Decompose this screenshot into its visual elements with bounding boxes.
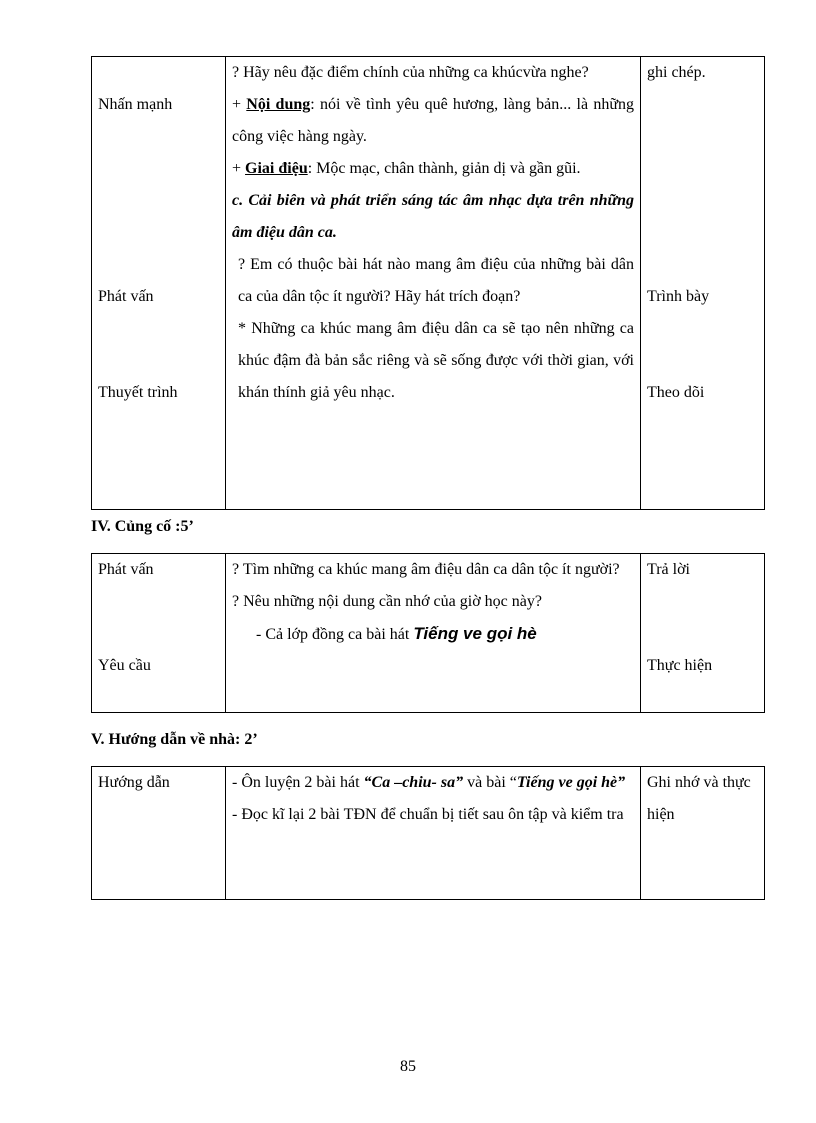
activity-trinh-bay: Trình bày (647, 288, 710, 305)
song-tieng-ve: Tiếng ve gọi hè” (516, 774, 626, 791)
method-phat-van: Phát vấn (98, 288, 154, 305)
content-column (226, 57, 641, 510)
review-songs-line (232, 767, 634, 799)
activity-column (641, 57, 765, 510)
content-column-3 (226, 767, 641, 900)
activity-ghi-nho: Ghi nhớ và thực hiện (647, 774, 751, 823)
question-sing: ? Em có thuộc bài hát nào mang âm điệu của những bài dân ca của dân tộc ít người? Hãy hát trích đoạn? (238, 256, 634, 305)
heading-huong-dan: V. Hướng dẫn về nhà: 2’ (91, 731, 258, 748)
method-column (92, 57, 226, 510)
noi-dung-label: Nội dung (246, 96, 311, 113)
activity-column-2 (641, 554, 765, 713)
task-prefix: - Cả lớp đồng ca bài hát (256, 626, 414, 643)
review-mid: và bài “ (463, 774, 517, 791)
giai-dieu-label: Giai điệu (245, 160, 308, 177)
content-column-2 (226, 554, 641, 713)
activity-ghi-chep: ghi chép. (647, 64, 706, 81)
method-yeu-cau: Yêu cầu (98, 657, 151, 674)
activity-theo-doi: Theo dõi (647, 384, 705, 401)
question-characteristics: ? Hãy nêu đặc điểm chính của những ca khúcvừa nghe? (232, 64, 589, 81)
noi-dung-text: : nói về tình yêu quê hương, làng bản... là những công việc hàng ngày. (232, 96, 634, 145)
activity-column-3 (641, 767, 765, 900)
content-point: + Nội dung: nói về tình yêu quê hương, làng bản... là những công việc hàng ngày. (232, 96, 634, 145)
activity-tra-loi: Trả lời (647, 561, 690, 578)
song-title: Tiếng ve gọi hè (413, 624, 537, 643)
song-ca-chiu-sa: “Ca –chiu- sa” (363, 774, 464, 791)
question-find-songs: ? Tìm những ca khúc mang âm điệu dân ca dân tộc ít người? (232, 561, 620, 578)
method-huong-dan: Hướng dẫn (98, 774, 170, 791)
activity-table-2 (91, 553, 765, 713)
method-phat-van-2: Phát vấn (98, 561, 154, 578)
activity-thuc-hien: Thực hiện (647, 657, 713, 674)
heading-cung-co: IV. Củng cố :5’ (91, 518, 194, 535)
method-thuyet-trinh: Thuyết trình (98, 384, 178, 401)
section-c-title: c. Cải biên và phát triển sáng tác âm nhạc dựa trên những âm điệu dân ca. (232, 192, 634, 241)
method-column-2 (92, 554, 226, 713)
method-column-3 (92, 767, 226, 900)
activity-table-1 (91, 56, 765, 510)
review-prefix: - Ôn luyện 2 bài hát (232, 774, 364, 791)
method-nhan-manh: Nhấn mạnh (98, 96, 173, 113)
melody-point: + Giai điệu: Mộc mạc, chân thành, giản dị và gần gũi. (232, 160, 581, 177)
activity-table-3 (91, 766, 765, 900)
read-tdn-line: - Đọc kĩ lại 2 bài TĐN để chuẩn bị tiết sau ôn tập và kiểm tra (232, 806, 624, 823)
note-text: * Những ca khúc mang âm điệu dân ca sẽ tạo nên những ca khúc đậm đà bản sắc riêng và sẽ sống được với thời gian, với khán thính giả yêu nhạc. (238, 320, 634, 401)
task-sing (232, 618, 634, 651)
giai-dieu-text: : Mộc mạc, chân thành, giản dị và gần gũi. (307, 160, 581, 177)
question-review: ? Nêu những nội dung cần nhớ của giờ học này? (232, 593, 542, 610)
page-number: 85 (400, 1058, 416, 1075)
